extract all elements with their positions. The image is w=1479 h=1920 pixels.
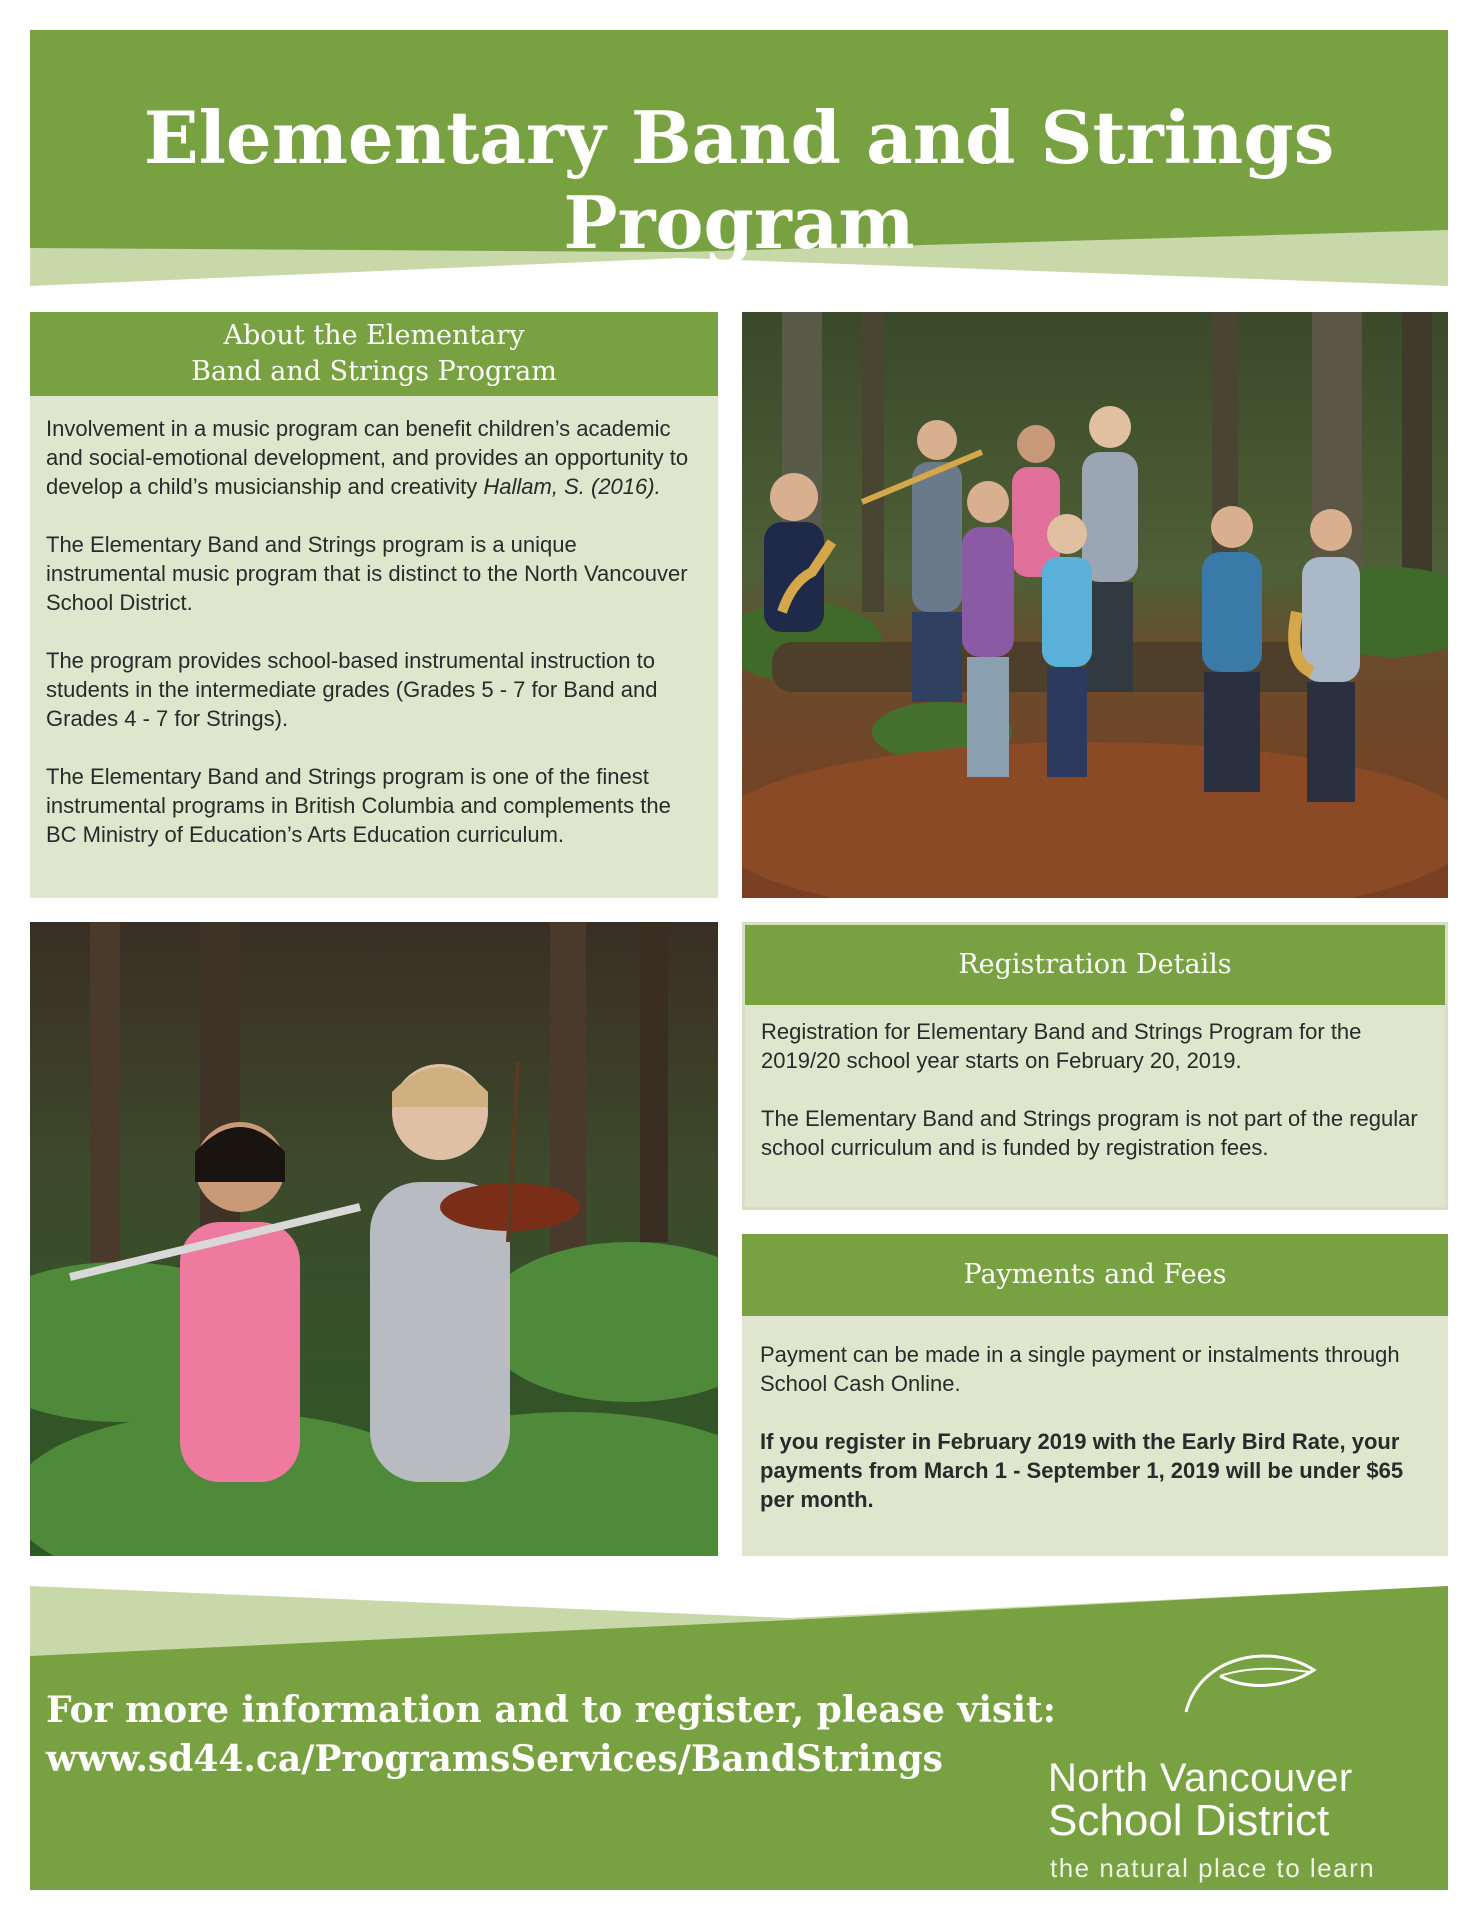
registration-paragraph-2: The Elementary Band and Strings program is not part of the regular school curriculum and is funded by registration fees.: [761, 1106, 1418, 1160]
district-logo: [1030, 1646, 1390, 1883]
about-paragraph-3: The program provides school-based instrumental instruction to students in the intermediate grades (Grades 5 - 7 for Band and Grades 4 - 7 for Strings).: [46, 648, 658, 731]
about-panel: [30, 312, 718, 898]
group-photo: [742, 312, 1448, 898]
page-title: Elementary Band and Strings Program: [143, 95, 1335, 265]
about-body: [30, 396, 718, 849]
about-paragraph-1-text: Involvement in a music program can benefit children’s academic and social-emotional development, and provides an opportunity to develop a child’s musicianship and creativity: [46, 416, 689, 499]
registration-body: [745, 1005, 1445, 1162]
payments-early-bird-note: If you register in February 2019 with the Early Bird Rate, your payments from March 1 - September 1, 2019 will be under $65 per month.: [760, 1429, 1404, 1512]
about-heading-line2: Band and Strings Program: [191, 356, 557, 387]
leaf-icon: [1180, 1646, 1320, 1716]
registration-panel: [742, 922, 1448, 1210]
about-paragraph-4: The Elementary Band and Strings program is one of the finest instrumental programs in British Columbia and complements the BC Ministry of Education’s Arts Education curriculum.: [46, 764, 671, 847]
about-paragraph-1: [46, 414, 702, 501]
payments-paragraph-1: Payment can be made in a single payment or instalments through School Cash Online.: [760, 1342, 1400, 1396]
footer-banner: [30, 1586, 1448, 1890]
logo-tagline: the natural place to learn: [1050, 1853, 1376, 1883]
header-banner: [30, 30, 1448, 286]
logo-line-2: School District: [1048, 1796, 1330, 1845]
logo-line-1: North Vancouver: [1048, 1756, 1353, 1800]
about-heading: [30, 312, 718, 396]
registration-heading: Registration Details: [745, 925, 1445, 1005]
payments-panel: [742, 1234, 1448, 1556]
cta-url[interactable]: www.sd44.ca/ProgramsServices/BandStrings: [46, 1738, 943, 1780]
cta-line-1: For more information and to register, please visit:: [46, 1689, 1056, 1731]
cta-text: [46, 1686, 1056, 1784]
about-citation: Hallam, S. (2016).: [483, 474, 661, 499]
payments-heading: Payments and Fees: [742, 1234, 1448, 1316]
registration-paragraph-1: Registration for Elementary Band and Strings Program for the 2019/20 school year starts on February 20, 2019.: [761, 1019, 1362, 1073]
about-heading-line1: About the Elementary: [223, 320, 525, 351]
payments-body: [742, 1316, 1448, 1514]
duo-photo: [30, 922, 718, 1556]
about-paragraph-2: The Elementary Band and Strings program is a unique instrumental music program that is distinct to the North Vancouver School District.: [46, 532, 688, 615]
